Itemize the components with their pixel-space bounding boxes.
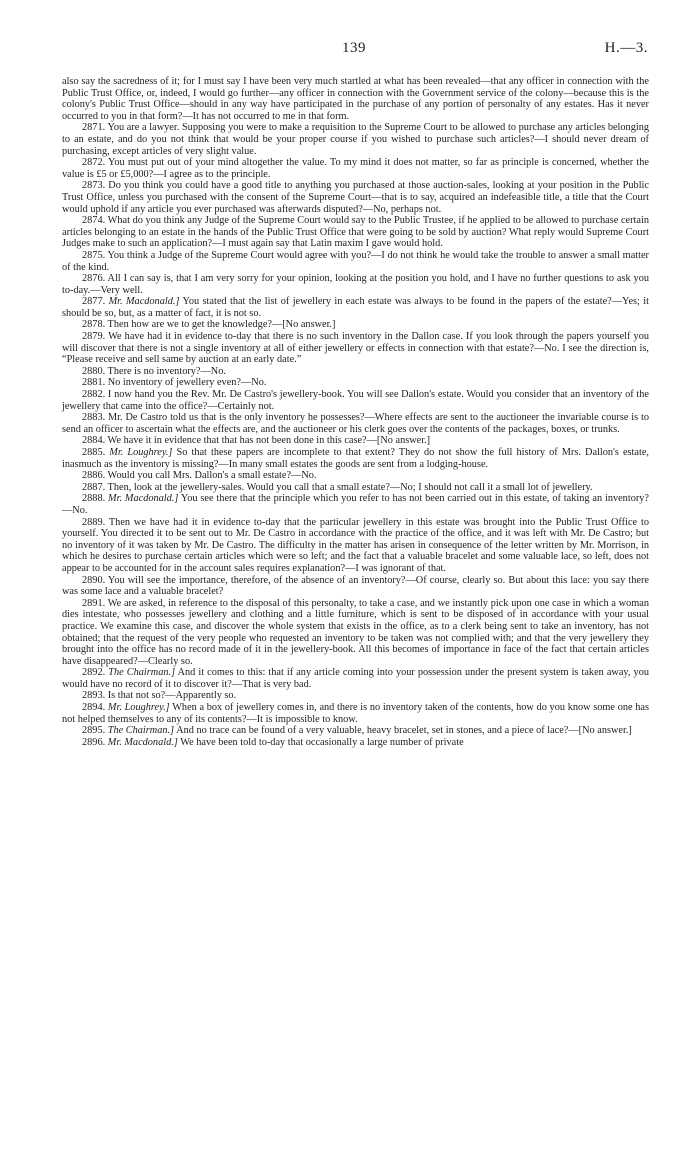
transcript-paragraph — [62, 122, 649, 157]
transcript-paragraph — [62, 331, 649, 366]
transcript-paragraph — [62, 470, 649, 482]
transcript-paragraph — [62, 435, 649, 447]
paragraph-text: 2887. Then, look at the jewellery-sales. Would you call that a small estate?—No; I should not call it a small lot of jewellery. — [82, 481, 593, 493]
paragraph-text: 2884. We have it in evidence that that has not been done in this case?—[No answer.] — [82, 435, 431, 447]
transcript-paragraph — [62, 598, 649, 668]
paragraph-text: 2871. You are a lawyer. Supposing you were to make a requisition to the Supreme Court to be allowed to purchase any articles belonging to an estate, and do you not think that would be your proper course if you wished to purchase such articles?—I should never dream of purchasing, except articles of very slight value. — [62, 122, 649, 157]
page-number: 139 — [342, 40, 366, 56]
question-number: 2877. — [82, 296, 109, 308]
transcript-paragraph — [62, 319, 649, 331]
paragraph-text: 2872. You must put out of your mind altogether the value. To my mind it does not matter, so far as principle is concerned, whether the value is £5 or £5,000?—I agree as to the principle. — [62, 157, 649, 180]
paragraph-text: And no trace can be found of a very valuable, heavy bracelet, set in stones, and a piece of lace?—[No answer.] — [174, 725, 632, 737]
paragraph-text: 2889. Then we have had it in evidence to-day that the particular jewellery in this estate was brought into the Public Trust Office to yourself. You directed it to be sent out to Mr. De Castro in accordance with the practice of the office, and it was left with Mr. De Castro; but no inventory of it was taken by Mr. De Castro. The difficulty in the matter has arisen in consequence of the letter written by Mr. Morrison, in which he desires to purchase certain articles which were so left; and the fact that a valuable bracelet and some valuable lace, so left, does not appear to be accounted for in the account sales requires explanation?—I was ignorant of that. — [62, 516, 649, 574]
paragraph-text: 2881. No inventory of jewellery even?—No. — [82, 377, 267, 389]
question-number: 2894. — [82, 702, 108, 714]
paragraph-text: 2891. We are asked, in reference to the disposal of this personalty, to take a case, and we instantly pick upon one case in which a woman dies intestate, who possesses jewellery and clothing and a little furniture, which is sent to be disposed of in accordance with your usual practice. We examine this case, and discover the whole system that exists in the office, as to a clerk being sent to take an inventory, has not obtained; that the request of the very people who requested an inventory to be taken was not complied with; and that the very jewellery they brought into the office has no record made of it in the jewellery-book. All this becomes of importance in face of the fact that certain articles have disappeared?—Clearly so. — [62, 597, 649, 667]
speaker-name: Mr. Loughrey.] — [109, 447, 173, 458]
transcript-paragraph — [62, 273, 649, 296]
paragraph-text: And it comes to this: that if any article coming into your possession under the present system is taken away, you would have no record of it to discover it?—That is very bad. — [62, 667, 649, 690]
paragraph-text: 2878. Then how are we to get the knowledge?—[No answer.] — [82, 319, 336, 331]
transcript-paragraph — [62, 737, 649, 749]
transcript-paragraph — [62, 76, 649, 122]
paragraph-text: 2874. What do you think any Judge of the Supreme Court would say to the Public Trustee, if he applied to be allowed to purchase certain articles belonging to an estate in the hands of the Public Trust Office that were going to be sold by auction? What reply would Supreme Court Judges make to such an application?—I must again say that Latin maxim I gave would hold. — [62, 215, 649, 250]
paragraph-text: 2886. Would you call Mrs. Dallon's a small estate?—No. — [82, 470, 317, 482]
transcript-paragraph — [62, 366, 649, 378]
paragraph-text: We have been told to-day that occasionally a large number of private — [177, 736, 464, 748]
transcript-paragraph — [62, 215, 649, 250]
question-number: 2892. — [82, 667, 109, 679]
paragraph-text: You stated that the list of jewellery in each estate was always to be found in the papers of the estate?—Yes; it should be so, but, as a matter of fact, it is not so. — [62, 296, 649, 319]
question-number: 2888. — [82, 493, 109, 505]
speaker-name: Mr. Loughrey.] — [107, 702, 170, 714]
transcript-paragraph — [62, 250, 649, 273]
page-header — [60, 40, 648, 60]
transcript-paragraph — [62, 412, 649, 435]
transcript-paragraph — [62, 482, 649, 494]
paragraph-text: You see there that the principle which you refer to has not been carried out in this estate, of taking an inventory?—No. — [62, 493, 649, 516]
speaker-name: Mr. Macdonald.] — [108, 493, 179, 505]
question-number: 2895. — [82, 725, 108, 737]
question-number: 2885. — [82, 447, 110, 458]
paragraph-text: also say the sacredness of it; for I must say I have been very much startled at what has been revealed—that any officer in connection with the Public Trust Office, or, indeed, I would go further—any officer in connection with the Government service of the colony—because this is the colony's Public Trust Office—should in any way have participated in the purchase of any portion of personalty of any estates. Has it never occurred to you in that form?—It has not occurred to me in that form. — [62, 76, 649, 122]
paragraph-text: 2879. We have had it in evidence to-day that there is no such inventory in the Dallon case. If you look through the papers yourself you will discover that there is not a single inventory at all of either jewellery or effects in connection with that estate?—No. I see the direction is, “Please receive and sell same by auction at an early date.” — [62, 331, 649, 366]
transcript-paragraph — [62, 389, 649, 412]
speaker-name: Mr. Macdonald.] — [107, 736, 178, 748]
transcript-paragraph — [62, 157, 649, 180]
transcript-paragraph — [62, 517, 649, 575]
transcript-paragraph — [62, 493, 649, 516]
speaker-name: The Chairman.] — [107, 725, 175, 737]
paragraph-text: 2873. Do you think you could have a good title to anything you purchased at those auction-sales, looking at your position in the Public Trust Office, unless you purchased with the consent of the Supreme Court—that is to say, acquired an indefeasible title, a title that the Court would uphold if any article you ever purchased was afterwards disputed?—No, perhaps not. — [62, 180, 649, 215]
paragraph-text: 2875. You think a Judge of the Supreme Court would agree with you?—I do not think he would take the trouble to answer a small matter of the kind. — [62, 249, 649, 273]
paragraph-text: 2883. Mr. De Castro told us that is the only inventory he possesses?—Where effects are sent to the auctioneer the invariable course is to send an officer to ascertain what the effects are, and the auctioneer or his clerk goes over the contents of the packages, boxes, or trunks. — [62, 412, 649, 435]
transcript-paragraph — [62, 575, 649, 598]
transcript-paragraph — [62, 690, 649, 702]
speaker-name: Mr. Macdonald.] — [108, 296, 180, 308]
evidence-transcript — [62, 76, 649, 748]
document-code: H.—3. — [604, 40, 648, 56]
paragraph-text: So that these papers are incomplete to that extent? They do not show the full history of Mrs. Dallon's estate, inasmuch as the inventory is missing?—In many small estates the goods are sent from a lodging-house. — [62, 447, 649, 470]
transcript-paragraph — [62, 180, 649, 215]
transcript-paragraph — [62, 725, 649, 737]
paragraph-text: 2893. Is that not so?—Apparently so. — [82, 690, 237, 702]
transcript-paragraph — [62, 447, 649, 470]
paragraph-text: 2880. There is no inventory?—No. — [82, 365, 226, 377]
transcript-paragraph — [62, 296, 649, 319]
paragraph-text: When a box of jewellery comes in, and there is no inventory taken of the contents, how do you know some one has not helped themselves to any of its contents?—It is impossible to know. — [62, 702, 649, 725]
transcript-paragraph — [62, 377, 649, 389]
speaker-name: The Chairman.] — [108, 667, 176, 679]
paragraph-text: 2876. All I can say is, that I am very sorry for your opinion, looking at the position you hold, and I have no further questions to ask you to-day.—Very well. — [62, 273, 649, 296]
paragraph-text: 2890. You will see the importance, therefore, of the absence of an inventory?—Of course, clearly so. But about this lace: you say there was some lace and a valuable bracelet? — [62, 574, 649, 598]
paragraph-text: 2882. I now hand you the Rev. Mr. De Castro's jewellery-book. You will see Dallon's estate. Would you consider that an inventory of the jewellery that came into the office?—Certainly not. — [62, 389, 649, 412]
transcript-paragraph — [62, 702, 649, 725]
transcript-paragraph — [62, 667, 649, 690]
question-number: 2896. — [82, 736, 108, 748]
